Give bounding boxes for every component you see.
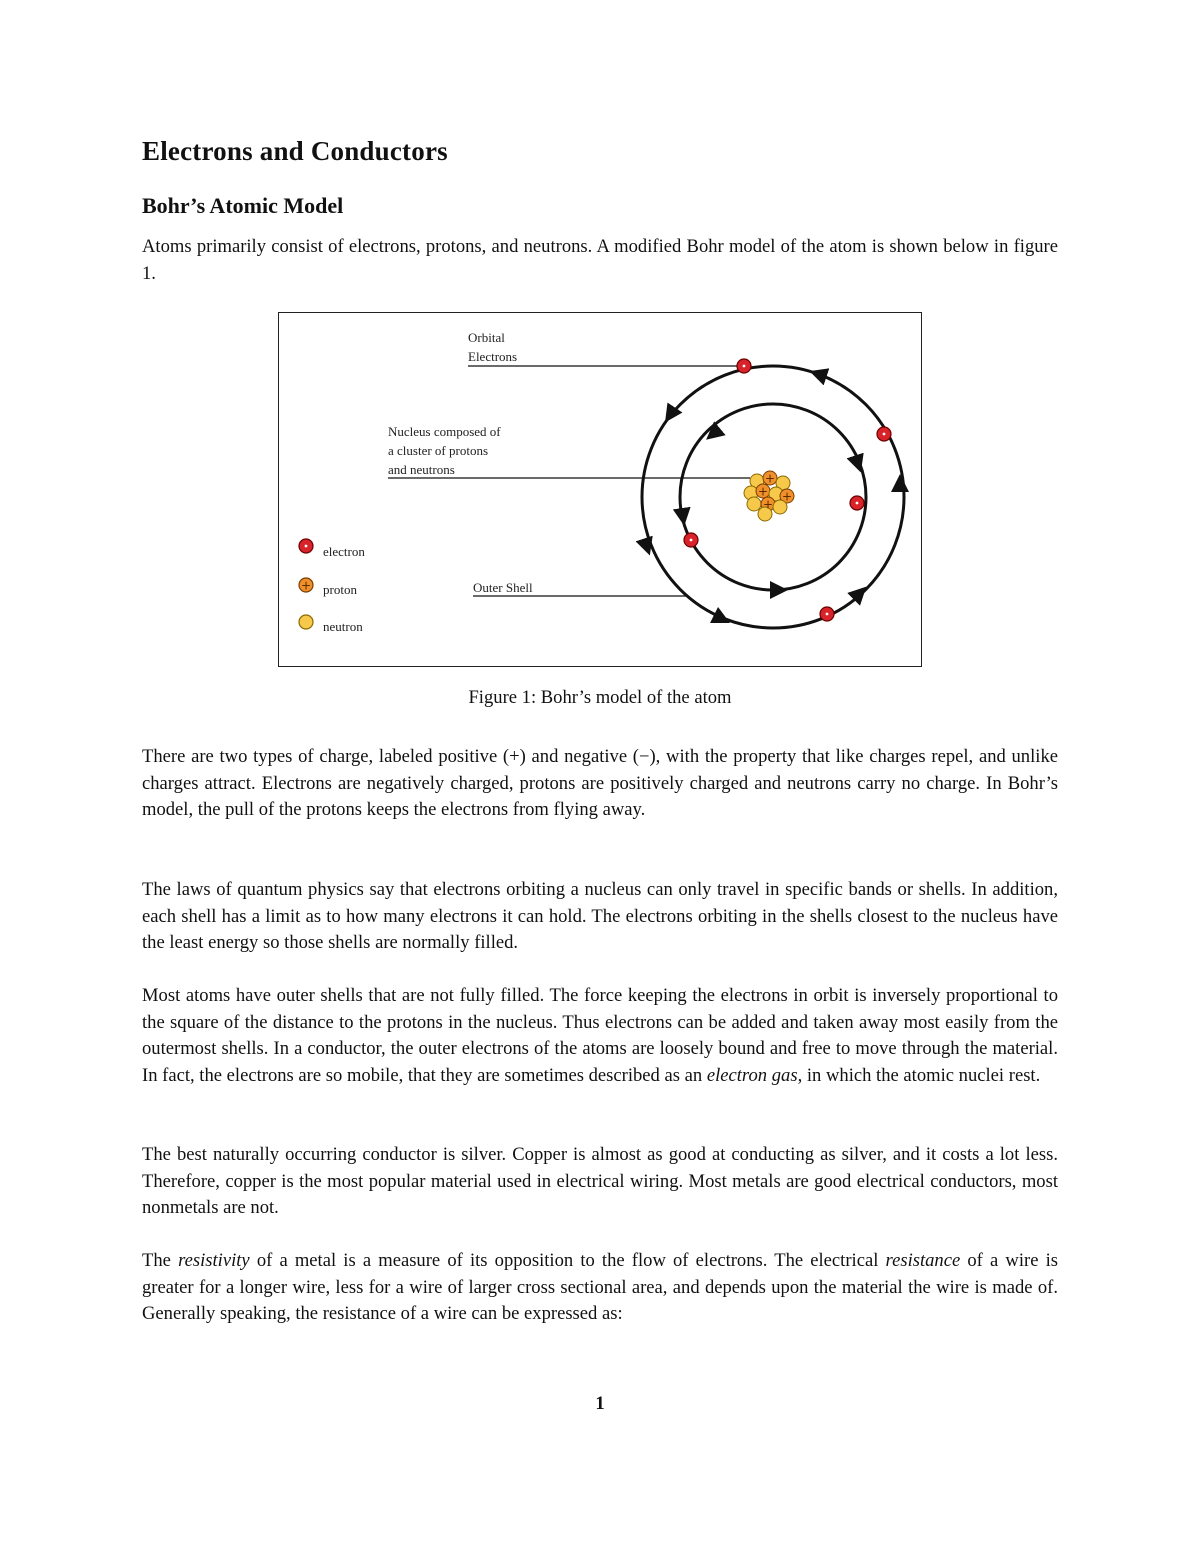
bohr-model-diagram [279,313,920,665]
section-heading: Bohr’s Atomic Model [142,193,344,218]
nucleus-label-line1: Nucleus composed of [388,424,501,439]
outer-orbit-arrow [645,541,647,547]
inner-orbit-arrow [713,429,719,434]
charge-paragraph: There are two types of charge, labeled positive (+) and negative (−), with the property that like charges repel, and unlike charges attract. Electrons are negatively charged, protons are positively charged and neutrons carry no charge. In Bohr’s model, the pull of the protons keeps the electrons from flying away. [142,746,1058,821]
legend-proton-label: proton [323,582,357,597]
legend-proton-icon [299,578,313,593]
svg-text:+: + [764,471,776,486]
resistivity-text-3: of a wire is greater for a longer wire, less for a wire of larger cross sectional area, and depends upon the material the wire is made of. Generally speaking, the resistance of a wire can be expressed as: [142,1250,1058,1325]
document-title: Electrons and Conductors [142,136,448,166]
legend-neutron-icon [299,615,313,629]
resistivity-text-1: The [142,1250,179,1271]
page-number: 1 [595,1393,605,1414]
electron-particle [877,427,891,441]
electron-particle [737,359,751,373]
outer-shell-paragraph [142,983,1058,1089]
legend-electron-icon [299,539,313,553]
outer-shell-text-2: , in which the atomic nuclei rest. [797,1064,1041,1086]
resistivity-text-2: of a metal is a measure of its opposition to the flow of electrons. The electrical [249,1250,886,1271]
orbital-electrons-label-line2: Electrons [468,349,518,364]
resistivity-term: resistivity [178,1250,250,1271]
intro-paragraph: Atoms primarily consist of electrons, protons, and neutrons. A modified Bohr model of the atom is shown below in figure 1. [142,236,1058,284]
electron-particle [684,533,698,547]
inner-orbit-arrow [682,510,683,517]
legend-neutron-label: neutron [323,619,363,634]
electron-gas-term: electron gas [706,1064,798,1086]
nucleus-label-line3: and neutrons [388,462,455,477]
legend-electron-label: electron [323,544,365,559]
nucleus-cluster [744,471,794,521]
svg-text:+: + [300,578,312,593]
electron-particle [820,607,834,621]
svg-text:+: + [762,497,774,512]
quantum-shells-paragraph: The laws of quantum physics say that electrons orbiting a nucleus can only travel in specific bands or shells. In addition, each shell has a limit as to how many electrons it can hold. The electrons orbiting in the shells closest to the nucleus have the least energy so those shells are normally filled. [142,879,1058,954]
svg-text:+: + [757,484,769,499]
outer-shell-text-1: Most atoms have outer shells that are not fully filled. The force keeping the electrons in orbit is inversely proportional to the square of the distance to the protons in the nucleus. Thus electrons can be added and taken away most easily from the outermost shells. In a conductor, the outer electrons of the atoms are loosely bound and free to move through the material. In fact, the electrons are so mobile, that they are sometimes described as an [142,985,1058,1086]
resistivity-paragraph [142,1248,1058,1328]
legend [299,539,365,634]
nucleus-label-line2: a cluster of protons [388,443,489,458]
bohr-model-figure [278,312,922,667]
figure-caption: Figure 1: Bohr’s model of the atom [468,687,732,708]
outer-shell-label: Outer Shell [473,580,533,595]
resistance-term: resistance [885,1250,961,1271]
silver-copper-paragraph: The best naturally occurring conductor is silver. Copper is almost as good at conducting as silver, and it costs a lot less. Therefore, copper is the most popular material used in electrical wiring. Most metals are good electrical conductors, most nonmetals are not. [142,1144,1058,1219]
electron-particle [850,496,864,510]
svg-text:+: + [781,489,793,504]
orbital-electrons-label-line1: Orbital [468,330,505,345]
